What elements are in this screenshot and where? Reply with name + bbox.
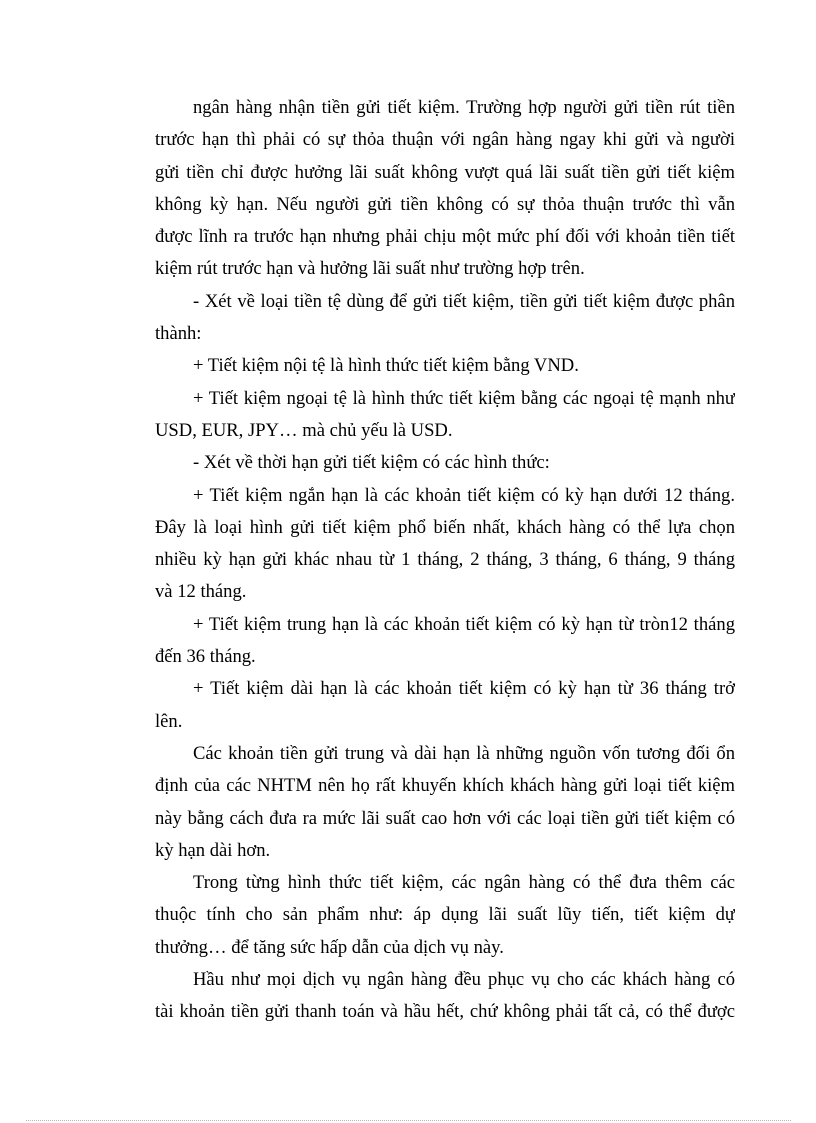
text-line: thành: [155,323,202,345]
text-line: định của các NHTM nên họ rất khuyến khích khách hàng gửi loại tiết kiệm [155,775,735,797]
text-line: + Tiết kiệm nội tệ là hình thức tiết kiệm bằng VND. [193,355,579,377]
text-line: trước hạn thì phải có sự thỏa thuận với ngân hàng ngay khi gửi và người [155,129,735,151]
text-line: + Tiết kiệm ngắn hạn là các khoản tiết kiệm có kỳ hạn dưới 12 tháng. [193,484,735,506]
text-line: kiệm rút trước hạn và hưởng lãi suất như trường hợp trên. [155,258,585,280]
text-line: kỳ hạn dài hơn. [155,839,271,861]
text-line: lên. [155,710,183,732]
text-line: USD, EUR, JPY… mà chủ yếu là USD. [155,419,453,441]
text-line: + Tiết kiệm trung hạn là các khoản tiết kiệm có kỳ hạn từ tròn12 tháng [193,613,735,635]
text-line: thưởng… để tăng sức hấp dẫn của dịch vụ này. [155,936,504,958]
text-line: Đây là loại hình gửi tiết kiệm phổ biến nhất, khách hàng có thể lựa chọn [155,516,735,538]
text-line: thuộc tính cho sản phẩm như: áp dụng lãi suất lũy tiến, tiết kiệm dự [155,904,735,926]
text-line: này bằng cách đưa ra mức lãi suất cao hơn với các loại tiền gửi tiết kiệm có [155,807,735,829]
text-line: được lĩnh ra trước hạn nhưng phải chịu một mức phí đối với khoản tiền tiết [155,226,735,248]
text-line: - Xét về loại tiền tệ dùng để gửi tiết kiệm, tiền gửi tiết kiệm được phân [193,290,735,312]
text-line: đến 36 tháng. [155,646,256,668]
text-line: Các khoản tiền gửi trung và dài hạn là những nguồn vốn tương đối ổn [193,742,735,764]
text-line: - Xét về thời hạn gửi tiết kiệm có các hình thức: [193,452,550,474]
text-line: không kỳ hạn. Nếu người gửi tiền không có sự thỏa thuận trước thì vẫn [155,193,735,215]
text-line: Trong từng hình thức tiết kiệm, các ngân hàng có thể đưa thêm các [193,872,735,894]
page-footer-dotted-rule [26,1120,791,1121]
text-line: Hầu như mọi dịch vụ ngân hàng đều phục vụ cho các khách hàng có [193,969,735,991]
text-line: nhiều kỳ hạn gửi khác nhau từ 1 tháng, 2 tháng, 3 tháng, 6 tháng, 9 tháng [155,549,735,571]
text-line: tài khoản tiền gửi thanh toán và hầu hết, chứ không phải tất cả, có thể được [155,1001,735,1023]
text-line: gửi tiền chỉ được hưởng lãi suất không vượt quá lãi suất tiền gửi tiết kiệm [155,161,735,183]
text-line: ngân hàng nhận tiền gửi tiết kiệm. Trường hợp người gửi tiền rút tiền [193,97,735,118]
text-line: + Tiết kiệm dài hạn là các khoản tiết kiệm có kỳ hạn từ 36 tháng trở [193,678,735,700]
document-body [155,92,735,1029]
text-line: và 12 tháng. [155,581,247,603]
text-line: + Tiết kiệm ngoại tệ là hình thức tiết kiệm bằng các ngoại tệ mạnh như [193,387,735,409]
